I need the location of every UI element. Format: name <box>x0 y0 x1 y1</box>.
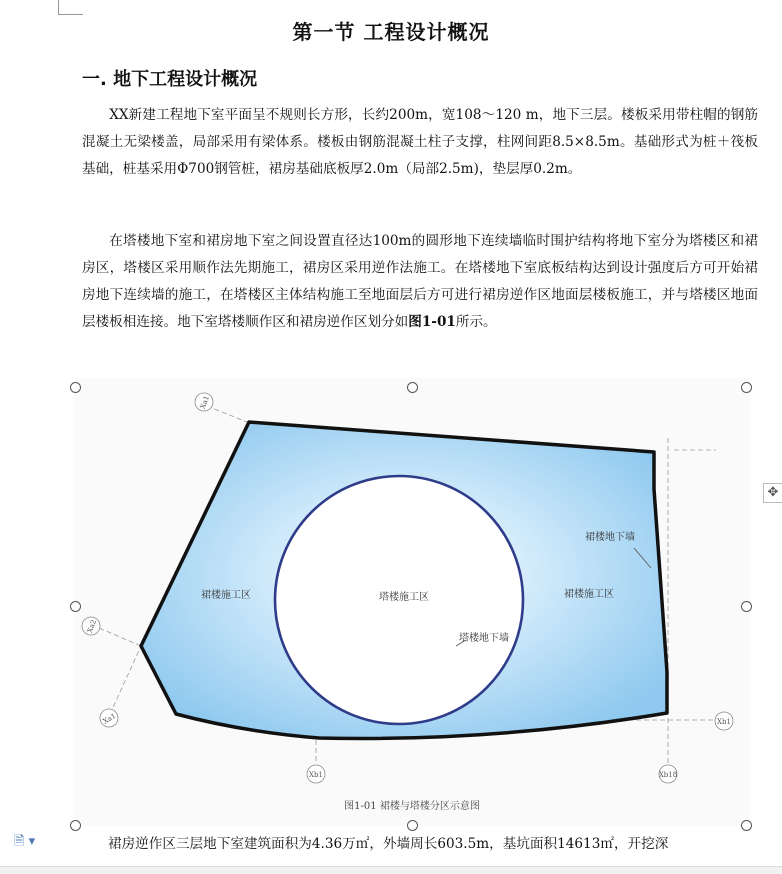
axis-label-xa2: Xa2 <box>85 618 99 635</box>
resize-handle-middle-right[interactable] <box>741 601 752 612</box>
resize-handle-bottom-center[interactable] <box>407 820 418 831</box>
zoning-diagram-svg <box>74 378 750 826</box>
move-anchor-icon[interactable]: ✥ <box>763 483 782 503</box>
resize-handle-top-center[interactable] <box>407 382 418 393</box>
resize-handle-top-left[interactable] <box>70 382 81 393</box>
left-zone-label: 裙楼施工区 <box>201 590 251 601</box>
axis-label-xa1-top: Xa1 <box>198 394 212 411</box>
resize-handle-bottom-left[interactable] <box>70 820 81 831</box>
section-heading: 一. 地下工程设计概况 <box>82 69 258 90</box>
axis-label-xa1-bottom: Xa1 <box>101 711 118 726</box>
podium-wall-label: 裙楼地下墙 <box>585 532 635 543</box>
paragraph-2 <box>82 228 758 336</box>
page-title: 第一节 工程设计概况 <box>292 20 490 44</box>
axis-label-xb18: Xb18 <box>658 771 678 779</box>
paragraph-2-end: 所示。 <box>455 314 497 330</box>
paragraph-2-text: 在塔楼地下室和裙房地下室之间设置直径达100m的圆形地下连续墙临时围护结构将地下室分为塔楼区和裙房区，塔楼区采用顺作法先期施工，裙房区采用逆作法施工。在塔楼地下室底板结构达到设计强度后方可开始裙房地下连续墙的施工，在塔楼区主体结构施工至地面层后方可进行裙房逆作区地面层楼板施工，并与塔楼区地面层楼板相连接。地下室塔楼顺作区和裙房逆作区划分如 <box>82 233 758 330</box>
resize-handle-middle-left[interactable] <box>70 601 81 612</box>
tower-wall-label: 塔楼地下墙 <box>459 633 509 644</box>
document-icon[interactable]: 🗎 ▾ <box>14 834 36 849</box>
figure-reference: 图1-01 <box>408 314 456 330</box>
page-corner-mark <box>58 0 83 15</box>
right-zone-label: 裙楼施工区 <box>564 589 614 600</box>
resize-handle-bottom-right[interactable] <box>741 820 752 831</box>
resize-handle-top-right[interactable] <box>741 382 752 393</box>
paragraph-1: XX新建工程地下室平面呈不规则长方形，长约200m，宽108～120 m，地下三层。楼板采用带柱帽的钢筋混凝土无梁楼盖，局部采用有梁体系。楼板由钢筋混凝土柱子支撑，柱网间距8.5×8.5m。基础形式为桩＋筏板基础，桩基采用Φ700钢管桩，裙房基础底板厚2.0m（局部2.5m)，垫层厚0.2m。 <box>82 107 758 177</box>
axis-label-xb1-right: Xb1 <box>717 718 731 726</box>
axis-label-xb1-bottom: Xb1 <box>309 771 323 779</box>
center-zone-label: 塔楼施工区 <box>379 592 429 603</box>
paragraph-3: 裙房逆作区三层地下室建筑面积为4.36万㎡，外墙周长603.5m，基坑面积14613㎡，开挖深 <box>108 836 669 852</box>
figure-caption: 图1-01 裙楼与塔楼分区示意图 <box>344 801 480 812</box>
figure-zoning-diagram[interactable] <box>74 378 750 826</box>
